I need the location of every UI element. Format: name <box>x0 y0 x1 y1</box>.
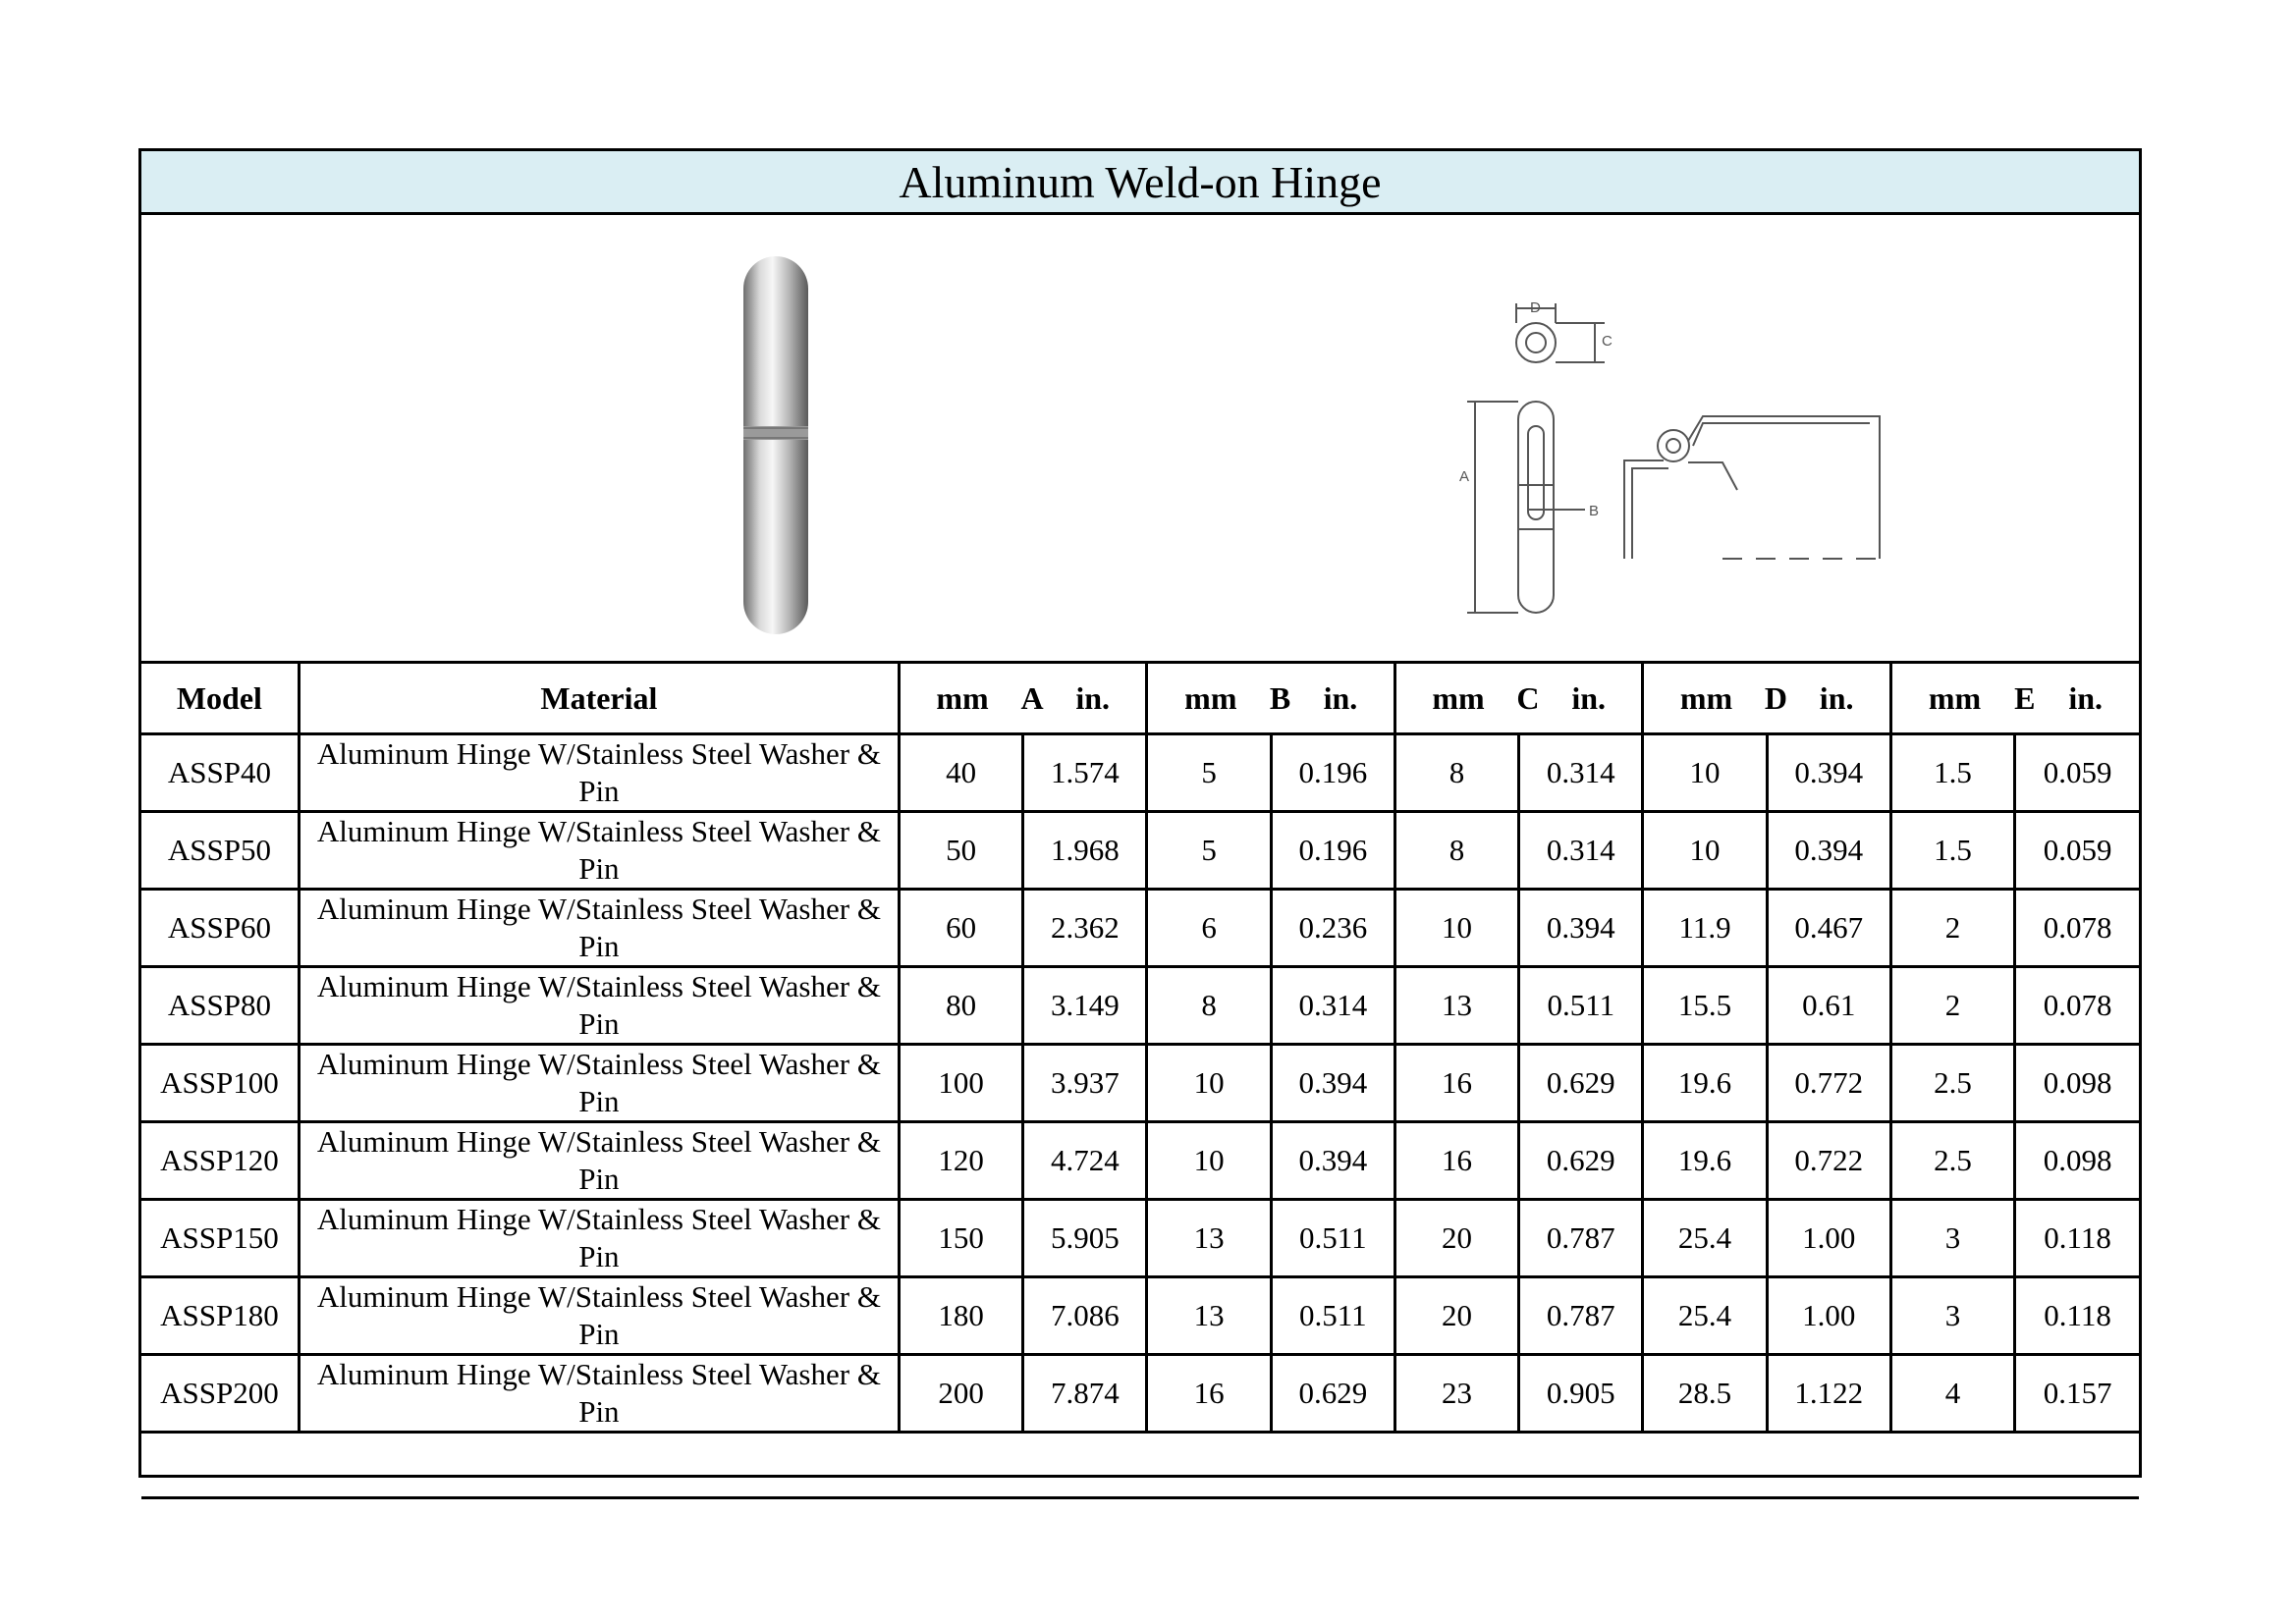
value-cell: 150 <box>899 1200 1022 1277</box>
spec-table <box>141 664 2139 1499</box>
value-cell: 0.394 <box>1767 734 1890 812</box>
table-row <box>141 967 2139 1045</box>
value-cell: 16 <box>1394 1045 1518 1122</box>
value-cell: 0.787 <box>1519 1200 1643 1277</box>
value-cell: 0.394 <box>1519 890 1643 967</box>
value-cell: 7.086 <box>1023 1277 1147 1355</box>
column-header-b: mm B in. <box>1147 664 1394 734</box>
value-cell: 0.629 <box>1519 1045 1643 1122</box>
material-cell: Aluminum Hinge W/Stainless Steel Washer & Pin <box>299 1277 899 1355</box>
value-cell: 0.511 <box>1519 967 1643 1045</box>
value-cell: 0.196 <box>1271 812 1394 890</box>
value-cell: 3 <box>1890 1277 2014 1355</box>
value-cell: 2 <box>1890 967 2014 1045</box>
value-cell: 60 <box>899 890 1022 967</box>
value-cell: 19.6 <box>1643 1122 1767 1200</box>
model-cell: ASSP100 <box>141 1045 299 1122</box>
model-cell: ASSP60 <box>141 890 299 967</box>
material-cell: Aluminum Hinge W/Stainless Steel Washer & Pin <box>299 890 899 967</box>
table-row <box>141 1277 2139 1355</box>
value-cell: 0.394 <box>1271 1045 1394 1122</box>
value-cell: 13 <box>1394 967 1518 1045</box>
value-cell: 200 <box>899 1355 1022 1433</box>
material-cell: Aluminum Hinge W/Stainless Steel Washer & Pin <box>299 1200 899 1277</box>
value-cell: 1.5 <box>1890 734 2014 812</box>
material-cell: Aluminum Hinge W/Stainless Steel Washer & Pin <box>299 1122 899 1200</box>
value-cell: 16 <box>1147 1355 1271 1433</box>
value-cell: 0.629 <box>1271 1355 1394 1433</box>
value-cell: 20 <box>1394 1277 1518 1355</box>
value-cell: 16 <box>1394 1122 1518 1200</box>
value-cell: 8 <box>1394 734 1518 812</box>
value-cell: 1.00 <box>1767 1277 1890 1355</box>
model-cell: ASSP200 <box>141 1355 299 1433</box>
model-cell: ASSP120 <box>141 1122 299 1200</box>
material-cell: Aluminum Hinge W/Stainless Steel Washer & Pin <box>299 734 899 812</box>
value-cell: 0.787 <box>1519 1277 1643 1355</box>
value-cell: 50 <box>899 812 1022 890</box>
value-cell: 20 <box>1394 1200 1518 1277</box>
value-cell: 0.467 <box>1767 890 1890 967</box>
value-cell: 28.5 <box>1643 1355 1767 1433</box>
value-cell: 0.078 <box>2015 890 2139 967</box>
value-cell: 0.905 <box>1519 1355 1643 1433</box>
value-cell: 0.078 <box>2015 967 2139 1045</box>
value-cell: 80 <box>899 967 1022 1045</box>
value-cell: 4 <box>1890 1355 2014 1433</box>
value-cell: 3.149 <box>1023 967 1147 1045</box>
drawing-label-d: D <box>1530 299 1541 316</box>
value-cell: 0.118 <box>2015 1277 2139 1355</box>
value-cell: 7.874 <box>1023 1355 1147 1433</box>
value-cell: 0.511 <box>1271 1200 1394 1277</box>
value-cell: 10 <box>1643 734 1767 812</box>
value-cell: 0.098 <box>2015 1122 2139 1200</box>
column-header-c: mm C in. <box>1394 664 1642 734</box>
model-cell: ASSP150 <box>141 1200 299 1277</box>
hinge-dimension-drawing <box>1300 244 1909 647</box>
material-cell: Aluminum Hinge W/Stainless Steel Washer & Pin <box>299 1355 899 1433</box>
value-cell: 2.5 <box>1890 1122 2014 1200</box>
column-header-a: mm A in. <box>899 664 1146 734</box>
value-cell: 0.118 <box>2015 1200 2139 1277</box>
value-cell: 40 <box>899 734 1022 812</box>
material-cell: Aluminum Hinge W/Stainless Steel Washer & Pin <box>299 812 899 890</box>
value-cell: 5.905 <box>1023 1200 1147 1277</box>
value-cell: 2.5 <box>1890 1045 2014 1122</box>
table-row <box>141 1045 2139 1122</box>
value-cell: 2 <box>1890 890 2014 967</box>
value-cell: 23 <box>1394 1355 1518 1433</box>
value-cell: 25.4 <box>1643 1277 1767 1355</box>
value-cell: 19.6 <box>1643 1045 1767 1122</box>
page-title: Aluminum Weld-on Hinge <box>141 151 2139 215</box>
spec-sheet <box>138 148 2142 1478</box>
value-cell: 1.122 <box>1767 1355 1890 1433</box>
value-cell: 1.574 <box>1023 734 1147 812</box>
value-cell: 4.724 <box>1023 1122 1147 1200</box>
empty-footer-cell <box>141 1433 2139 1498</box>
value-cell: 5 <box>1147 812 1271 890</box>
value-cell: 0.314 <box>1519 812 1643 890</box>
value-cell: 0.236 <box>1271 890 1394 967</box>
value-cell: 1.00 <box>1767 1200 1890 1277</box>
value-cell: 8 <box>1394 812 1518 890</box>
value-cell: 3 <box>1890 1200 2014 1277</box>
product-images <box>141 215 2139 664</box>
value-cell: 10 <box>1643 812 1767 890</box>
material-cell: Aluminum Hinge W/Stainless Steel Washer & Pin <box>299 1045 899 1122</box>
value-cell: 0.511 <box>1271 1277 1394 1355</box>
value-cell: 0.059 <box>2015 812 2139 890</box>
value-cell: 0.098 <box>2015 1045 2139 1122</box>
table-row <box>141 1122 2139 1200</box>
model-cell: ASSP80 <box>141 967 299 1045</box>
value-cell: 0.059 <box>2015 734 2139 812</box>
value-cell: 0.157 <box>2015 1355 2139 1433</box>
value-cell: 100 <box>899 1045 1022 1122</box>
value-cell: 10 <box>1147 1045 1271 1122</box>
value-cell: 2.362 <box>1023 890 1147 967</box>
table-row <box>141 1355 2139 1433</box>
table-footer-row <box>141 1433 2139 1498</box>
drawing-label-a: A <box>1459 468 1470 485</box>
value-cell: 0.394 <box>1271 1122 1394 1200</box>
value-cell: 0.314 <box>1519 734 1643 812</box>
column-header-d: mm D in. <box>1643 664 1890 734</box>
table-row <box>141 1200 2139 1277</box>
value-cell: 6 <box>1147 890 1271 967</box>
value-cell: 180 <box>899 1277 1022 1355</box>
value-cell: 13 <box>1147 1277 1271 1355</box>
value-cell: 5 <box>1147 734 1271 812</box>
value-cell: 10 <box>1147 1122 1271 1200</box>
value-cell: 0.394 <box>1767 812 1890 890</box>
model-cell: ASSP40 <box>141 734 299 812</box>
value-cell: 8 <box>1147 967 1271 1045</box>
drawing-label-c: C <box>1602 333 1613 350</box>
value-cell: 0.314 <box>1271 967 1394 1045</box>
value-cell: 1.968 <box>1023 812 1147 890</box>
column-header-model: Model <box>141 664 299 734</box>
value-cell: 120 <box>899 1122 1022 1200</box>
column-header-material: Material <box>299 664 899 734</box>
drawing-label-b: B <box>1589 503 1600 519</box>
table-header-row <box>141 664 2139 734</box>
hinge-photo <box>736 251 824 644</box>
value-cell: 0.196 <box>1271 734 1394 812</box>
column-header-e: mm E in. <box>1890 664 2139 734</box>
table-row <box>141 734 2139 812</box>
material-cell: Aluminum Hinge W/Stainless Steel Washer & Pin <box>299 967 899 1045</box>
model-cell: ASSP50 <box>141 812 299 890</box>
table-row <box>141 812 2139 890</box>
table-row <box>141 890 2139 967</box>
value-cell: 0.722 <box>1767 1122 1890 1200</box>
value-cell: 13 <box>1147 1200 1271 1277</box>
value-cell: 11.9 <box>1643 890 1767 967</box>
value-cell: 3.937 <box>1023 1045 1147 1122</box>
value-cell: 10 <box>1394 890 1518 967</box>
value-cell: 15.5 <box>1643 967 1767 1045</box>
value-cell: 0.772 <box>1767 1045 1890 1122</box>
value-cell: 25.4 <box>1643 1200 1767 1277</box>
model-cell: ASSP180 <box>141 1277 299 1355</box>
value-cell: 0.61 <box>1767 967 1890 1045</box>
value-cell: 1.5 <box>1890 812 2014 890</box>
value-cell: 0.629 <box>1519 1122 1643 1200</box>
